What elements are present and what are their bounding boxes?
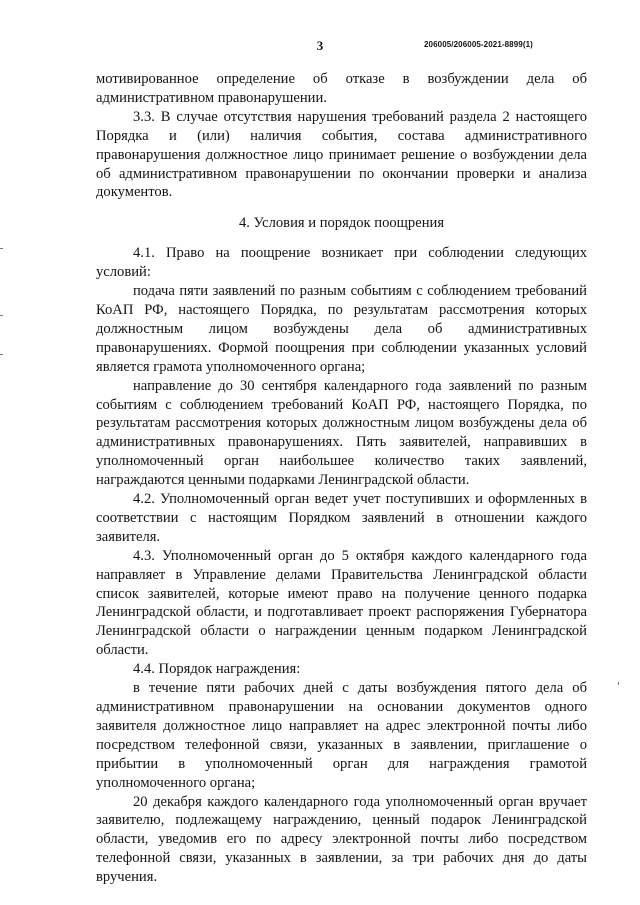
page-number: 3 bbox=[316, 38, 324, 53]
section-heading: 4. Условия и порядок поощрения bbox=[238, 215, 445, 232]
scan-artifact bbox=[618, 682, 619, 685]
scan-artifact bbox=[0, 315, 3, 316]
paragraph-4-1: 4.1. Право на поощрение возникает при соблюдении следующих условий: bbox=[96, 245, 587, 281]
paragraph-4-2: 4.2. Уполномоченный орган ведет учет поступивших и оформленных в соответствии с настоящим Порядком заявлений в отношении каждого заявителя. bbox=[96, 491, 587, 545]
paragraph-condition-1: подача пяти заявлений по разным событиям с соблюдением требований КоАП РФ, настоящего Порядка, по результатам рассмотрения которых должностным лицом возбуждены дела об административных правонарушениях. Формой поощрения при соблюдении указанных условий является грамота уполномоченного органа; bbox=[96, 283, 587, 375]
paragraph-award-1: в течение пяти рабочих дней с даты возбуждения пятого дела об административном правонарушении на основании документов одного заявителя должностное лицо направляет на адрес электронной почты либо посредством телефонной связи, указанных в заявлении, приглашение о прибытии в уполномоченный орган для награждения грамотой уполномоченного органа; bbox=[96, 680, 587, 791]
paragraph-4-4: 4.4. Порядок награждения: bbox=[133, 661, 301, 678]
document-code: 206005/206005-2021-8899(1) bbox=[424, 40, 533, 49]
scan-artifact bbox=[0, 354, 3, 355]
scan-artifact bbox=[0, 248, 3, 249]
document-body bbox=[96, 70, 587, 887]
paragraph-3-3: 3.3. В случае отсутствия нарушения требований раздела 2 настоящего Порядка и (или) наличия события, состава административного правонарушения должностное лицо принимает решение о возбуждении дела об административном правонарушении по окончании проверки и анализа документов. bbox=[96, 108, 587, 201]
paragraph-condition-2: направление до 30 сентября календарного года заявлений по разным событиям с соблюдением требований КоАП РФ, настоящего Порядка, по результатам рассмотрения которых должностным лицом возбуждены дела об административных правонарушениях. Пять заявителей, направивших в уполномоченный орган наибольшее количество таких заявлений, награждаются ценными подарками Ленинградской области. bbox=[96, 377, 587, 489]
paragraph-award-2: 20 декабря каждого календарного года уполномоченный орган вручает заявителю, подлежащему награждению, ценный подарок Ленинградской области, уведомив его по адресу электронной почты либо посредством телефонной связи, указанных в заявлении, за три рабочих дня до даты вручения. bbox=[96, 793, 587, 886]
paragraph-continuation: мотивированное определение об отказе в возбуждении дела об административном правонарушении. bbox=[96, 71, 587, 106]
paragraph-4-3: 4.3. Уполномоченный орган до 5 октября каждого календарного года направляет в Управление делами Правительства Ленинградской области список заявителей, которые имеют право на получение ценного подарка Ленинградской области, и подготавливает проект распоряжения Губернатора Ленинградской области о награждении ценным подарком Ленинградской области. bbox=[96, 547, 587, 659]
